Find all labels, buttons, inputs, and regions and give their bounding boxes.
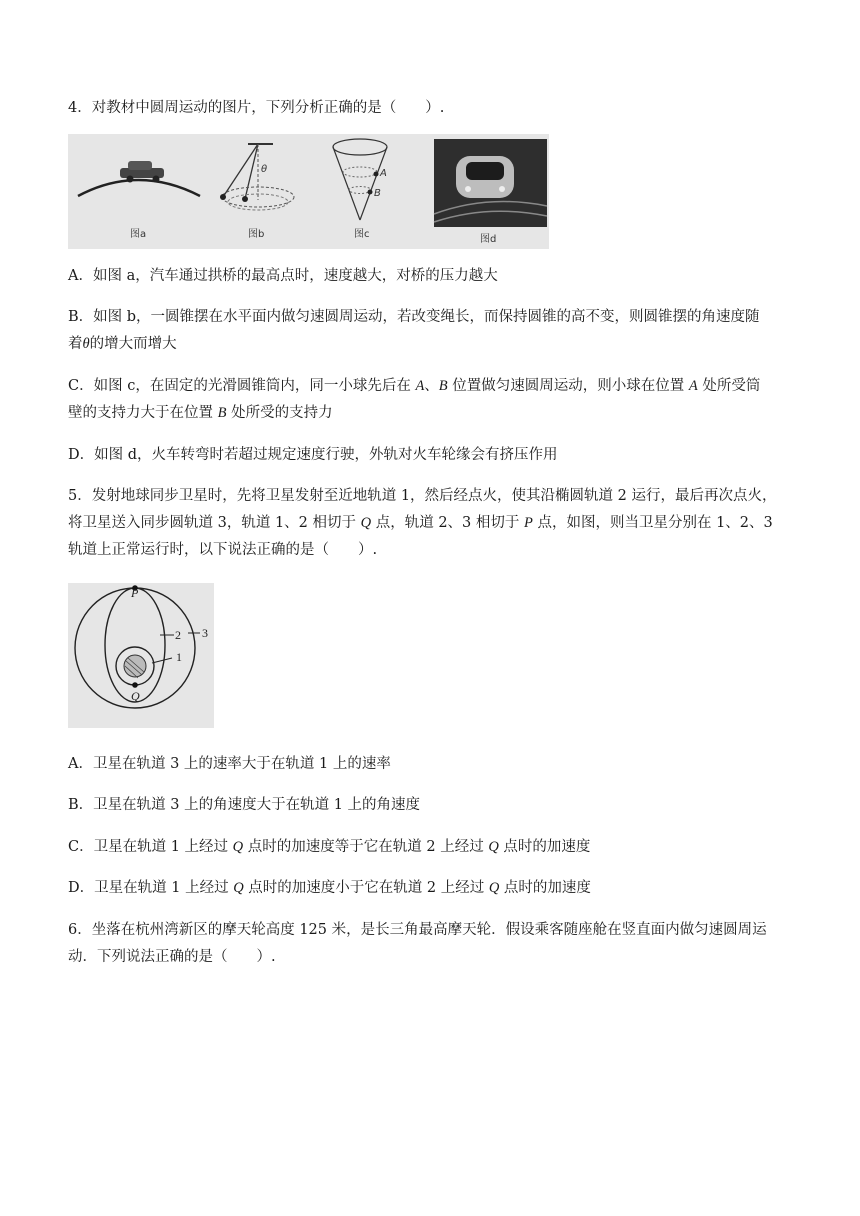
q6-stem-line2: 动．下列说法正确的是（ ）. [68, 949, 276, 965]
q4-option-a: A．如图 a，汽车通过拱桥的最高点时，速度越大，对桥的压力越大 [68, 268, 498, 284]
figure-d-train-photo [434, 139, 547, 227]
q5-stem-line2: 将卫星送入同步圆轨道 3，轨道 1、2 相切于 Q 点，轨道 2、3 相切于 P 点，如图，则当卫星分别在 1、2、3 [68, 515, 773, 531]
label-2: 2 [175, 628, 181, 642]
figure-b-conical-pendulum [220, 144, 294, 210]
caption-d: 图d [480, 234, 497, 245]
theta-label: θ [261, 164, 268, 175]
q5-stem-line1: 5．发射地球同步卫星时，先将卫星发射至近地轨道 1，然后经点火，使其沿椭圆轨道 2 运行，最后再次点火， [68, 488, 777, 504]
caption-a: 图a [130, 229, 147, 240]
label-p: P [131, 586, 139, 600]
label-3: 3 [202, 626, 208, 640]
q5-orbit-drawing [68, 583, 214, 728]
q5-option-c: C．卫星在轨道 1 上经过 Q 点时的加速度等于它在轨道 2 上经过 Q 点时的加速度 [68, 839, 591, 855]
q5-orbit-figure [68, 583, 214, 728]
q5-option-d: D．卫星在轨道 1 上经过 Q 点时的加速度小于它在轨道 2 上经过 Q 点时的加速度 [68, 880, 591, 896]
q4-figure [68, 134, 549, 249]
point-b-label: B [374, 188, 381, 199]
q5-stem-line3: 轨道上正常运行时，以下说法正确的是（ ）. [68, 542, 378, 558]
point-a-label: A [380, 168, 387, 179]
figure-c-cone [333, 139, 387, 220]
q4-stem: 4．对教材中圆周运动的图片，下列分析正确的是（ ）. [68, 100, 445, 116]
q5-option-b: B．卫星在轨道 3 上的角速度大于在轨道 1 上的角速度 [68, 797, 421, 813]
label-q: Q [131, 689, 140, 703]
q4-option-c-line1: C．如图 c，在固定的光滑圆锥筒内，同一小球先后在 A、B 位置做匀速圆周运动，则小球在位置 A 处所受筒 [68, 378, 761, 394]
q4-figure-drawing [68, 134, 549, 249]
earth-icon [124, 655, 146, 677]
label-1: 1 [176, 650, 182, 664]
q6-stem-line1: 6．坐落在杭州湾新区的摩天轮高度 125 米，是长三角最高摩天轮．假设乘客随座舱在竖直面内做匀速圆周运 [68, 922, 767, 938]
caption-b: 图b [248, 229, 265, 240]
q5-option-a: A．卫星在轨道 3 上的速率大于在轨道 1 上的速率 [68, 756, 391, 772]
caption-c: 图c [354, 229, 370, 240]
q4-option-d: D．如图 d，火车转弯时若超过规定速度行驶，外轨对火车轮缘会有挤压作用 [68, 447, 558, 463]
q4-option-b-line2: 着θ的增大而增大 [68, 336, 177, 352]
q4-option-c-line2: 壁的支持力大于在位置 B 处所受的支持力 [68, 405, 333, 421]
q4-option-b-line1: B．如图 b，一圆锥摆在水平面内做匀速圆周运动，若改变绳长，而保持圆锥的高不变，则圆锥摆的角速度随 [68, 309, 760, 325]
figure-a-car-bridge [78, 161, 200, 196]
